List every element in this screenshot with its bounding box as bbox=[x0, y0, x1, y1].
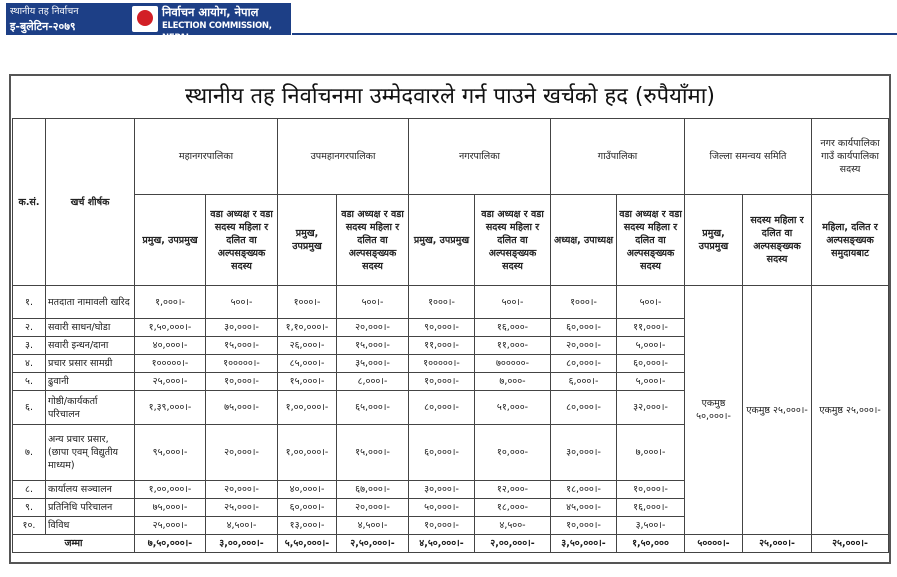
cell: ८,०००।- bbox=[337, 373, 409, 391]
cell: ५,०००।- bbox=[617, 373, 685, 391]
cell: १०००००।- bbox=[409, 355, 475, 373]
cell: १६,०००।- bbox=[617, 499, 685, 517]
cell: १,३९,०००।- bbox=[135, 391, 206, 425]
row-head: कार्यालय सञ्चालन bbox=[46, 481, 135, 499]
row-sn: १. bbox=[13, 286, 46, 319]
sub-ward: वडा अध्यक्ष र वडा सदस्य महिला र दलित वा अल्पसङ्ख्यक सदस्य bbox=[337, 195, 409, 286]
total-label: जम्मा bbox=[13, 535, 135, 553]
cell: ५१,०००- bbox=[475, 391, 551, 425]
row-head: सवारी इन्धन/दाना bbox=[46, 337, 135, 355]
cell: २५,०००।- bbox=[206, 499, 278, 517]
cell: ८०,०००।- bbox=[409, 391, 475, 425]
cell: १५,०००।- bbox=[206, 337, 278, 355]
cell: १०,०००।- bbox=[409, 373, 475, 391]
total-cell: ३,००,०००।- bbox=[206, 535, 278, 553]
sub-ward: वडा अध्यक्ष र वडा सदस्य महिला र दलित वा अल्पसङ्ख्यक सदस्य bbox=[475, 195, 551, 286]
cell: १,५०,०००।- bbox=[135, 319, 206, 337]
cell: ४०,०००।- bbox=[278, 481, 337, 499]
row-sn: १०. bbox=[13, 517, 46, 535]
sub-pramukh: प्रमुख, उपप्रमुख bbox=[409, 195, 475, 286]
cell: ३,५००।- bbox=[617, 517, 685, 535]
cell: ६०,०००।- bbox=[409, 425, 475, 481]
cell: ३०,०००।- bbox=[409, 481, 475, 499]
bulletin-header bbox=[0, 0, 897, 43]
cell: १०,०००।- bbox=[206, 373, 278, 391]
cell: ११,०००।- bbox=[409, 337, 475, 355]
group-member: नगर कार्यपालिका गाउँ कार्यपालिका सदस्य bbox=[812, 119, 889, 195]
election-commission-brand bbox=[128, 3, 291, 43]
cell: ८०,०००।- bbox=[551, 355, 617, 373]
total-cell: ७,५०,०००।- bbox=[135, 535, 206, 553]
cell: १५,०००।- bbox=[278, 373, 337, 391]
row-head: प्रतिनिधि परिचालन bbox=[46, 499, 135, 517]
row-sn: २. bbox=[13, 319, 46, 337]
group-header-row bbox=[13, 119, 889, 195]
cell: १०००।- bbox=[278, 286, 337, 319]
group-jilla: जिल्ला समन्वय समिति bbox=[685, 119, 812, 195]
cell: ९५,०००।- bbox=[135, 425, 206, 481]
cell: १,१०,०००।- bbox=[278, 319, 337, 337]
row-head: गोष्ठी/कार्यकर्ता परिचालन bbox=[46, 391, 135, 425]
sub-ward: वडा अध्यक्ष र वडा सदस्य महिला र दलित वा अल्पसङ्ख्यक सदस्य bbox=[617, 195, 685, 286]
row-head: मतदाता नामावली खरिद bbox=[46, 286, 135, 319]
total-cell: ५,५०,०००।- bbox=[278, 535, 337, 553]
org-name-en: ELECTION COMMISSION, NEPAL bbox=[162, 21, 272, 43]
cell: ६५,०००।- bbox=[337, 391, 409, 425]
cell: ५००।- bbox=[206, 286, 278, 319]
lump-jilla-member: एकमुष्ठ २५,०००।- bbox=[743, 286, 812, 535]
group-gaun: गाउँपालिका bbox=[551, 119, 685, 195]
page-title: स्थानीय तह निर्वाचनमा उम्मेदवारले गर्न पाउने खर्चको हद (रुपैयाँमा) bbox=[184, 84, 715, 109]
cell: २०,०००।- bbox=[551, 337, 617, 355]
cell: १०००००।- bbox=[206, 355, 278, 373]
row-sn: ५. bbox=[13, 373, 46, 391]
sub-header-row bbox=[13, 195, 889, 286]
total-cell: ३,५०,०००।- bbox=[551, 535, 617, 553]
group-mahanagar: महानगरपालिका bbox=[135, 119, 278, 195]
cell: १,०००।- bbox=[135, 286, 206, 319]
group-upamahanagar: उपमहानगरपालिका bbox=[278, 119, 409, 195]
cell: ६०,०००।- bbox=[617, 355, 685, 373]
sub-ward: वडा अध्यक्ष र वडा सदस्य महिला र दलित वा अल्पसङ्ख्यक सदस्य bbox=[206, 195, 278, 286]
cell: ५००।- bbox=[475, 286, 551, 319]
col-sn: क.सं. bbox=[13, 119, 46, 286]
cell: ७५,०००।- bbox=[206, 391, 278, 425]
total-row bbox=[13, 535, 889, 553]
total-cell: १,५०,००० bbox=[617, 535, 685, 553]
cell: १६,०००- bbox=[475, 319, 551, 337]
cell: १०००।- bbox=[409, 286, 475, 319]
cell: १,००,०००।- bbox=[135, 481, 206, 499]
cell: ४०,०००।- bbox=[135, 337, 206, 355]
sub-mahila-dalit: महिला, दलित र अल्पसङ्ख्यक समुदायबाट bbox=[812, 195, 889, 286]
total-cell: २५,०००।- bbox=[812, 535, 889, 553]
row-sn: ८. bbox=[13, 481, 46, 499]
bulletin-badge bbox=[6, 3, 128, 35]
cell: ६,०००।- bbox=[551, 373, 617, 391]
table-row bbox=[13, 286, 889, 319]
cell: १०,०००- bbox=[475, 425, 551, 481]
cell: ६७,०००।- bbox=[337, 481, 409, 499]
cell: ११,०००।- bbox=[617, 319, 685, 337]
cell: १,००,०००।- bbox=[278, 391, 337, 425]
cell: ३२,०००।- bbox=[617, 391, 685, 425]
sub-jilla-member: सदस्य महिला र दलित वा अल्पसङ्ख्यक सदस्य bbox=[743, 195, 812, 286]
total-cell: २,५०,०००।- bbox=[337, 535, 409, 553]
cell: १०,०००।- bbox=[551, 517, 617, 535]
cell: ४५,०००।- bbox=[551, 499, 617, 517]
cell: ४,५००- bbox=[475, 517, 551, 535]
row-sn: ६. bbox=[13, 391, 46, 425]
cell: ७०००००- bbox=[475, 355, 551, 373]
sub-pramukh: प्रमुख, उपप्रमुख bbox=[135, 195, 206, 286]
expense-limit-table bbox=[12, 118, 889, 553]
row-sn: ४. bbox=[13, 355, 46, 373]
cell: ७,०००।- bbox=[617, 425, 685, 481]
row-head: ढुवानी bbox=[46, 373, 135, 391]
cell: २०,०००।- bbox=[337, 499, 409, 517]
cell: ३५,०००।- bbox=[337, 355, 409, 373]
cell: २०,०००।- bbox=[337, 319, 409, 337]
cell: ६०,०००।- bbox=[551, 319, 617, 337]
row-head: सवारी साधन/घोडा bbox=[46, 319, 135, 337]
election-commission-logo-icon bbox=[132, 6, 158, 32]
cell: २६,०००।- bbox=[278, 337, 337, 355]
badge-line1: स्थानीय तह निर्वाचन bbox=[10, 6, 79, 17]
group-nagar: नगरपालिका bbox=[409, 119, 551, 195]
cell: १८,०००।- bbox=[551, 481, 617, 499]
cell: १५,०००।- bbox=[337, 337, 409, 355]
total-cell: ५००००।- bbox=[685, 535, 743, 553]
cell: २५,०००।- bbox=[135, 373, 206, 391]
cell: २०,०००।- bbox=[206, 481, 278, 499]
cell: ११,०००- bbox=[475, 337, 551, 355]
cell: १५,०००।- bbox=[337, 425, 409, 481]
row-head: अन्य प्रचार प्रसार, (छापा एवम् विद्युतीय माध्यम) bbox=[46, 425, 135, 481]
cell: ३०,०००।- bbox=[206, 319, 278, 337]
col-head: खर्च शीर्षक bbox=[46, 119, 135, 286]
cell: ७,०००- bbox=[475, 373, 551, 391]
row-sn: ३. bbox=[13, 337, 46, 355]
cell: २५,०००।- bbox=[135, 517, 206, 535]
header-rule bbox=[292, 33, 897, 35]
row-head: विविध bbox=[46, 517, 135, 535]
cell: ८०,०००।- bbox=[551, 391, 617, 425]
cell: १०,०००।- bbox=[617, 481, 685, 499]
sub-pramukh: प्रमुख, उपप्रमुख bbox=[278, 195, 337, 286]
row-sn: ९. bbox=[13, 499, 46, 517]
cell: ५०,०००।- bbox=[409, 499, 475, 517]
sub-pramukh: प्रमुख, उपप्रमुख bbox=[685, 195, 743, 286]
cell: १०००००।- bbox=[135, 355, 206, 373]
sub-adhyaksha: अध्यक्ष, उपाध्यक्ष bbox=[551, 195, 617, 286]
cell: १८,०००- bbox=[475, 499, 551, 517]
cell: ६०,०००।- bbox=[278, 499, 337, 517]
cell: ५००।- bbox=[337, 286, 409, 319]
org-name-np: निर्वाचन आयोग, नेपाल bbox=[162, 5, 259, 19]
cell: ३०,०००।- bbox=[551, 425, 617, 481]
badge-line2: इ-बुलेटिन-२०७९ bbox=[10, 20, 76, 33]
cell: ७५,०००।- bbox=[135, 499, 206, 517]
cell: १०००।- bbox=[551, 286, 617, 319]
cell: १२,०००- bbox=[475, 481, 551, 499]
row-head: प्रचार प्रसार सामग्री bbox=[46, 355, 135, 373]
total-cell: २५,०००।- bbox=[743, 535, 812, 553]
cell: २०,०००।- bbox=[206, 425, 278, 481]
cell: ४,५००।- bbox=[206, 517, 278, 535]
cell: ९०,०००।- bbox=[409, 319, 475, 337]
lump-jilla-pramukh: एकमुष्ठ ५०,०००।- bbox=[685, 286, 743, 535]
cell: ५,०००।- bbox=[617, 337, 685, 355]
cell: ५००।- bbox=[617, 286, 685, 319]
cell: १,००,०००।- bbox=[278, 425, 337, 481]
cell: ४,५००।- bbox=[337, 517, 409, 535]
total-cell: २,००,०००।- bbox=[475, 535, 551, 553]
cell: १३,०००।- bbox=[278, 517, 337, 535]
cell: १०,०००।- bbox=[409, 517, 475, 535]
row-sn: ७. bbox=[13, 425, 46, 481]
cell: ८५,०००।- bbox=[278, 355, 337, 373]
total-cell: ४,५०,०००।- bbox=[409, 535, 475, 553]
lump-member: एकमुष्ठ २५,०००।- bbox=[812, 286, 889, 535]
